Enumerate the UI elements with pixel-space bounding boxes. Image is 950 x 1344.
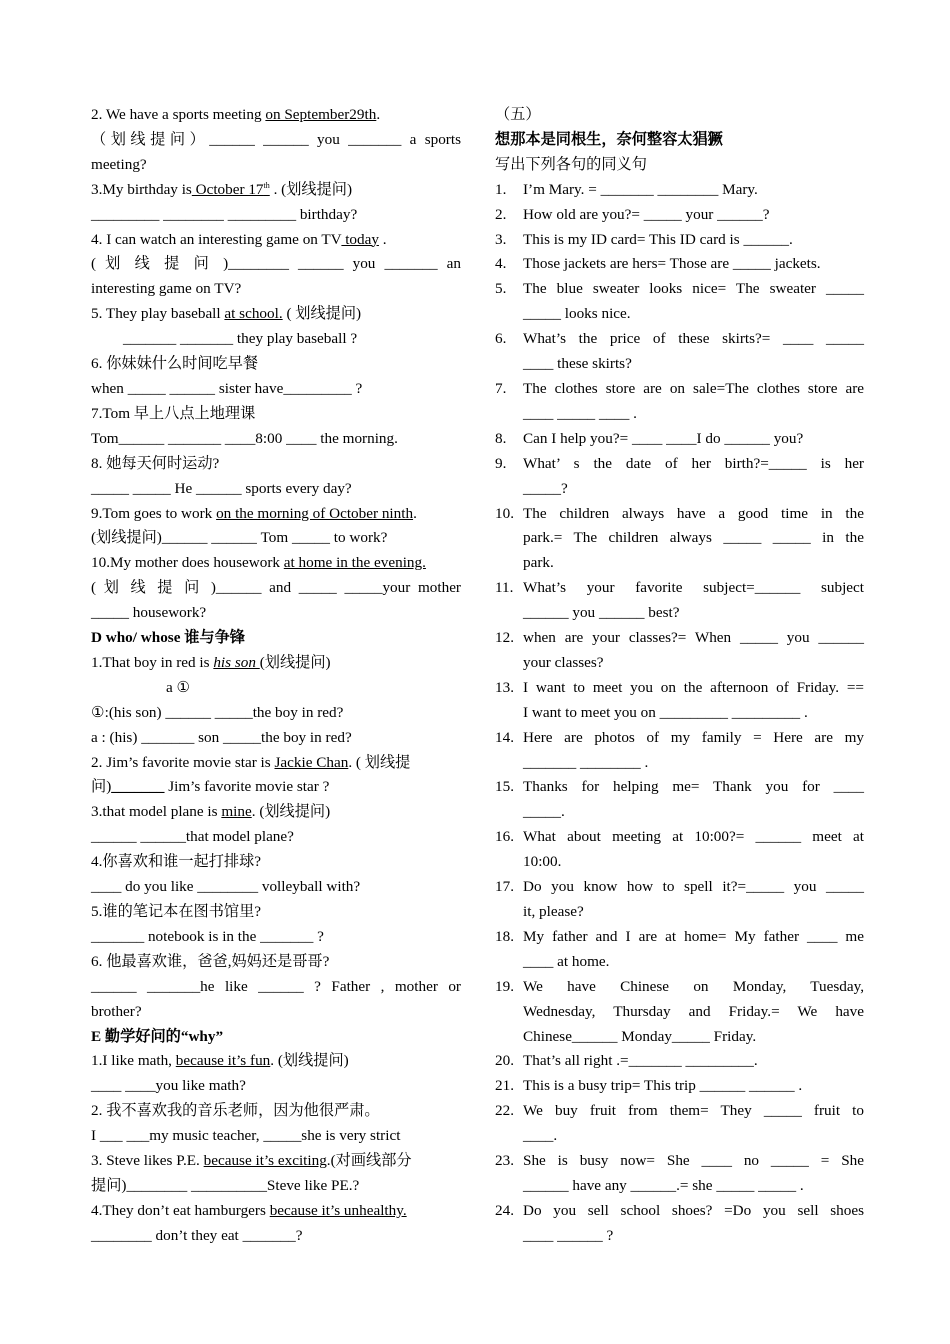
exercise-item (495, 1149, 864, 1199)
item-line: Do you know how to spell it?=_____ you _____ (523, 878, 864, 896)
item-line: ____ these skirts? (523, 355, 632, 373)
item-line: This is a busy trip= This trip ______ ______ . (523, 1077, 803, 1095)
item-number: 5. (495, 280, 507, 298)
blank-line: ①:(his son) ______ _____the boy in red? (91, 703, 344, 721)
section-heading-d: D who/ whose 谁与争锋 (91, 629, 245, 647)
section-heading-e: E 勤学好问的“why” (91, 1027, 224, 1045)
text: she is very strict (301, 1127, 401, 1145)
left-column (91, 103, 461, 1249)
item-line: _______ ________ . (523, 753, 649, 771)
item-number: 19. (495, 977, 514, 995)
underlined-phrase: because it’s unhealthy. (269, 1201, 407, 1219)
text: .(对画线部分 (326, 1152, 412, 1170)
q10-line (91, 551, 461, 576)
item-line: I want to meet you on _________ _________ . (523, 703, 808, 721)
item-text (523, 427, 864, 452)
item-line: your classes? (523, 653, 604, 671)
item-text (523, 203, 864, 228)
blank: _____ (263, 1127, 302, 1145)
blank-line (91, 1174, 461, 1199)
underlined-phrase: because it’s fun (175, 1052, 271, 1070)
item-text (523, 875, 864, 925)
item-line: ____ _____ ____ . (523, 404, 637, 422)
underlined-phrase: on September29th (265, 106, 377, 123)
right-column (495, 103, 864, 1249)
exercise-item (495, 1074, 864, 1099)
exercise-item (495, 327, 864, 377)
underlined-phrase: at school. (224, 305, 283, 323)
text: . (划线提问) (251, 803, 331, 821)
item-number: 20. (495, 1052, 514, 1070)
underlined-phrase: on the morning of October ninth (216, 504, 414, 522)
item-number: 24. (495, 1201, 514, 1219)
text: 3.My birthday is (91, 180, 192, 198)
exercise-item (495, 1049, 864, 1074)
exercise-item (495, 502, 864, 577)
item-line: She is busy now= She ____ no _____ = She (523, 1152, 864, 1170)
d3-line (91, 800, 461, 825)
underlined-phrase (192, 181, 270, 198)
item-text (523, 676, 864, 726)
item-line: This is my ID card= This ID card is ______. (523, 230, 793, 248)
item-text (523, 252, 864, 277)
blank-line: ( 划 线 提 问 )______ and _____ _____your mother (91, 579, 461, 597)
item-line: That’s all right .=_______ _________. (523, 1052, 758, 1070)
item-line: Here are photos of my family = Here are my (523, 728, 864, 746)
text: my music teacher, (149, 1127, 264, 1145)
blank: ________ (91, 1226, 152, 1244)
text-line: 2. 我不喜欢我的音乐老师，因为他很严肃。 (91, 1102, 380, 1120)
text: . (376, 106, 381, 123)
item-line: _____. (523, 803, 565, 821)
item-text (523, 825, 864, 875)
text: 3.that model plane is (91, 803, 222, 821)
item-text (523, 775, 864, 825)
item-text (523, 1049, 864, 1074)
item-text (523, 452, 864, 502)
q5-line (91, 302, 461, 327)
item-number: 7. (495, 379, 507, 397)
item-number: 11. (495, 579, 514, 597)
text-line: 5.谁的笔记本在图书馆里? (91, 903, 262, 920)
item-line: Do you sell school shoes? =Do you sell shoes (523, 1201, 864, 1219)
item-text (523, 1199, 864, 1249)
superscript: th (263, 180, 270, 190)
underlined-phrase: his son (213, 653, 260, 671)
item-line: I’m Mary. = _______ ________ Mary. (523, 180, 758, 198)
item-line: Chinese______ Monday_____ Friday. (523, 1027, 757, 1045)
d2-line (91, 751, 461, 776)
item-line: it, please? (523, 903, 584, 920)
q9-line (91, 502, 461, 527)
item-text (523, 975, 864, 1050)
exercise-item (495, 726, 864, 776)
item-line: My father and I are at home= My father ____ me (523, 927, 864, 945)
q2-line (91, 103, 461, 128)
item-text (523, 1074, 864, 1099)
item-line: ____ at home. (523, 952, 610, 970)
text-line: meeting? (91, 155, 147, 173)
text: . (划线提问) (269, 180, 353, 198)
item-line: park.= The children always _____ _____ in the (523, 529, 864, 547)
item-line: ______ you ______ best? (523, 604, 680, 622)
exercise-item (495, 626, 864, 676)
exercise-item (495, 1099, 864, 1149)
item-line: park. (523, 554, 554, 572)
blank-line: ______ ______that model plane? (91, 828, 294, 846)
item-line: We have Chinese on Monday, Tuesday, (523, 977, 864, 995)
item-number: 1. (495, 180, 507, 198)
underlined-phrase: Jackie Chan (274, 753, 349, 771)
text-line: 7.Tom 早上八点上地理课 (91, 404, 256, 422)
text: . (413, 504, 417, 522)
q2-blank-line: （划线提问）______ ______ you _______ a sports (91, 130, 461, 148)
item-text (523, 327, 864, 377)
text: 1.I like math, (91, 1052, 176, 1070)
item-line: ______ have any ______.= she _____ _____ . (523, 1176, 804, 1194)
item-line: We buy fruit from them= They _____ fruit to (523, 1102, 864, 1120)
text: Jim’s favorite movie star ? (168, 778, 330, 796)
blank-line: _______ _______ they play baseball ? (123, 330, 358, 348)
item-line: How old are you?= _____ your ______? (523, 205, 770, 223)
text-line: 4.你喜欢和谁一起打排球? (91, 853, 262, 871)
text: don’t they eat (151, 1226, 243, 1244)
section-title: 想那本是同根生，奈何整容太猖獗 (495, 130, 723, 148)
item-text (523, 377, 864, 427)
text: Steve like PE.? (266, 1176, 360, 1194)
exercise-item (495, 252, 864, 277)
item-number: 13. (495, 678, 514, 696)
text: October 17 (191, 180, 264, 198)
exercise-item (495, 427, 864, 452)
text: 提问) (91, 1176, 127, 1194)
item-line: What about meeting at 10:00?= ______ meet at (523, 828, 864, 846)
item-number: 23. (495, 1152, 514, 1170)
item-number: 6. (495, 330, 507, 348)
item-line: Wednesday, Thursday and Friday.= We have (523, 1002, 864, 1020)
text: 2. We have a sports meeting (91, 106, 266, 123)
item-line: What’s the price of these skirts?= ____ _____ (523, 330, 864, 348)
item-line: The blue sweater looks nice= The sweater _____ (523, 280, 864, 298)
text: 5. They play baseball (91, 305, 225, 323)
blank: ___ (126, 1127, 150, 1145)
instructions: 写出下列各句的同义句 (495, 155, 647, 173)
blank: ________ (126, 1176, 188, 1194)
text: I (91, 1127, 100, 1145)
item-text (523, 178, 864, 203)
text-line: 8. 她每天何时运动? (91, 454, 220, 472)
item-text (523, 626, 864, 676)
item-number: 10. (495, 504, 514, 522)
item-line: What’s your favorite subject=______ subject (523, 579, 864, 597)
text: 4.They don’t eat hamburgers (91, 1201, 270, 1219)
item-line: _____? (523, 479, 568, 497)
blank-line (91, 775, 461, 800)
text-line: 6. 你妹妹什么时间吃早餐 (91, 355, 259, 373)
item-line: Can I help you?= ____ ____I do ______ you? (523, 429, 804, 447)
blank: _______? (242, 1226, 303, 1244)
item-line: The children always have a good time in the (523, 504, 864, 522)
q4-line (91, 228, 461, 253)
exercise-item (495, 228, 864, 253)
exercise-item (495, 925, 864, 975)
underlined-phrase: mine (221, 803, 252, 821)
item-number: 17. (495, 878, 514, 896)
item-number: 21. (495, 1077, 514, 1095)
exercise-item (495, 676, 864, 726)
item-line: when are your classes?= When _____ you ______ (523, 629, 864, 647)
item-line: Thanks for helping me= Thank you for ____ (523, 778, 864, 796)
exercise-item (495, 1199, 864, 1249)
blank-line: _________ ________ _________ birthday? (91, 205, 358, 223)
item-line: I want to meet you on the afternoon of Friday. == (523, 678, 864, 696)
item-text (523, 925, 864, 975)
exercise-item (495, 452, 864, 502)
e1-line (91, 1049, 461, 1074)
text: 1.That boy in red is (91, 653, 214, 671)
item-line: What’ s the date of her birth?=_____ is her (523, 454, 864, 472)
text-line: 6. 他最喜欢谁，爸爸,妈妈还是哥哥? (91, 952, 330, 970)
text: 3. Steve likes P.E. (91, 1152, 204, 1170)
blank-line: Tom______ _______ ____8:00 ____ the morning. (91, 429, 398, 447)
item-number: 15. (495, 778, 514, 796)
item-text (523, 726, 864, 776)
blank-line: ____ do you like ________ volleyball with? (91, 878, 361, 896)
e3-line (91, 1149, 461, 1174)
item-number: 4. (495, 255, 507, 273)
e4-line (91, 1199, 461, 1224)
text: 10.My mother does housework (91, 554, 284, 572)
item-line: The clothes store are on sale=The clothes store are (523, 379, 864, 397)
item-line: ____. (523, 1127, 558, 1145)
text: . (划线提问) (270, 1052, 349, 1070)
blank-line: ____ ____you like math? (91, 1077, 246, 1095)
blank-line: ______ _______he like ______ ? Father , mother or (91, 977, 461, 995)
exercise-item (495, 775, 864, 825)
blank-line: _____ housework? (91, 604, 207, 622)
blank-line: (划线提问)______ ______ Tom _____ to work? (91, 529, 388, 547)
underlined-phrase: at home in the evening. (283, 554, 426, 572)
item-text (523, 1149, 864, 1199)
exercise-item (495, 576, 864, 626)
item-number: 14. (495, 728, 514, 746)
blank-line: ( 划 线 提 问 )________ ______ you _______ an (91, 255, 461, 273)
text: (划线提问) (259, 653, 331, 671)
text: 2. Jim’s favorite movie star is (91, 753, 275, 771)
blank: ___ (99, 1127, 123, 1145)
synonym-sentence-list (495, 178, 864, 1249)
item-line: Those jackets are hers= Those are _____ jackets. (523, 255, 821, 273)
item-line: 10:00. (523, 853, 562, 871)
text: 4. I can watch an interesting game on TV (91, 230, 342, 248)
item-number: 22. (495, 1102, 514, 1120)
text: ( 划线提问) (282, 305, 362, 323)
text: 9.Tom goes to work (91, 504, 217, 522)
item-text (523, 502, 864, 577)
exercise-item (495, 975, 864, 1050)
exercise-item (495, 178, 864, 203)
exercise-item (495, 377, 864, 427)
blank-line (91, 1224, 461, 1249)
text: 问) (91, 778, 112, 796)
item-line: ____ ______ ? (523, 1226, 614, 1244)
blank-line: _______ notebook is in the _______ ? (91, 927, 324, 945)
underlined-phrase: because it’s exciting (203, 1152, 327, 1170)
section-number: （五） (495, 106, 541, 123)
item-number: 8. (495, 429, 507, 447)
blank-line: _____ _____ He ______ sports every day? (91, 479, 352, 497)
item-number: 2. (495, 205, 507, 223)
text-line: a ① (166, 678, 191, 696)
item-text (523, 277, 864, 327)
item-text (523, 228, 864, 253)
blank-line: a : (his) _______ son _____the boy in red? (91, 728, 352, 746)
blank-line (91, 1124, 461, 1149)
item-number: 18. (495, 927, 514, 945)
item-line: _____ looks nice. (523, 305, 631, 323)
item-number: 12. (495, 629, 514, 647)
exercise-item (495, 875, 864, 925)
item-number: 16. (495, 828, 514, 846)
text-line: brother? (91, 1002, 142, 1020)
item-number: 9. (495, 454, 507, 472)
text: . ( 划线提 (348, 753, 411, 771)
exercise-item (495, 825, 864, 875)
text-line: interesting game on TV? (91, 280, 242, 298)
blank-line: when _____ ______ sister have_________ ? (91, 379, 363, 397)
d1-line (91, 651, 461, 676)
blank: _______ (111, 778, 165, 796)
q3-line (91, 178, 461, 203)
exercise-item (495, 203, 864, 228)
item-text (523, 576, 864, 626)
text: . (378, 230, 387, 248)
underlined-phrase: today (341, 230, 379, 248)
item-text (523, 1099, 864, 1149)
item-number: 3. (495, 230, 507, 248)
blank: __________ (190, 1176, 267, 1194)
exercise-item (495, 277, 864, 327)
